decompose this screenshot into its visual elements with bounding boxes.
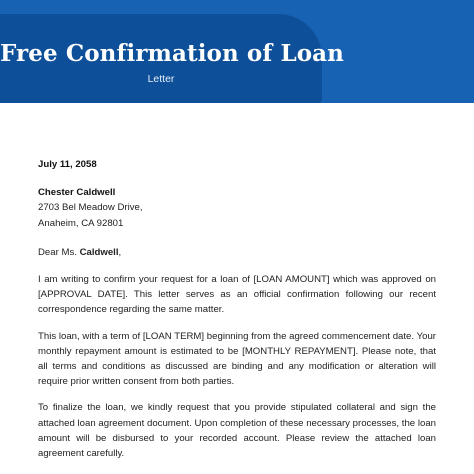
letter-body xyxy=(38,157,436,461)
letter-date: July 11, 2058 xyxy=(38,159,97,170)
document-subtitle: Letter xyxy=(147,73,175,85)
paragraph-terms: This loan, with a term of [LOAN TERM] beginning from the agreed commencement date. Your monthly repayment amount is estimated to be [MONTHLY REPAYMENT]. Please note, that all terms and conditions as discussed are binding and any modification or alteration will require prior written consent from both parties. xyxy=(38,330,436,388)
document-title: Free Confirmation of Loan xyxy=(0,40,344,67)
recipient-name: Chester Caldwell xyxy=(38,187,116,199)
recipient-street: 2703 Bel Meadow Drive, xyxy=(38,202,143,214)
salutation xyxy=(38,245,436,260)
paragraph-confirmation: I am writing to confirm your request for a loan of [LOAN AMOUNT] which was approved on [APPROVAL DATE]. This letter serves as an official confirmation following our recent correspondence regarding the same matter. xyxy=(38,274,436,316)
salutation-prefix: Dear Ms. xyxy=(38,246,80,258)
salutation-suffix: , xyxy=(118,246,122,258)
paragraph-finalize: To finalize the loan, we kindly request that you provide stipulated collateral and sign the attached loan agreement document. Upon completion of these necessary processes, the loan amount will be disbursed to your recorded account. Please review the attached loan agreement carefully. xyxy=(38,402,436,460)
recipient-city: Anaheim, CA 92801 xyxy=(38,217,124,229)
salutation-name: Caldwell xyxy=(79,246,119,258)
